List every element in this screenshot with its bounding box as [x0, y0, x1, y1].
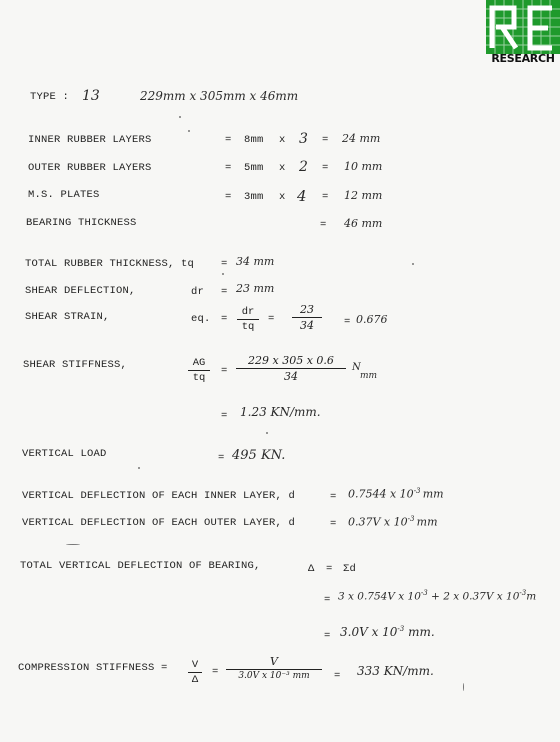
vd-inner-eq: = [330, 491, 337, 503]
total-vd-line2-b: + 2 x 0.37V x 10 [427, 590, 520, 603]
scan-speck [138, 467, 140, 469]
shear-deflection-eq: = [221, 286, 228, 298]
inner-layers-x: x [279, 134, 286, 146]
vd-inner-exponent: -3 [413, 487, 421, 495]
ms-plates-size: 3mm [244, 191, 264, 203]
shear-strain-numerator: dr [237, 306, 259, 320]
scan-speck [222, 273, 224, 275]
compression-label: COMPRESSION STIFFNESS = [18, 662, 168, 674]
shear-stiffness-numerator: AG [188, 357, 210, 371]
inner-layers-label: INNER RUBBER LAYERS [28, 134, 152, 146]
ms-plates-x: x [279, 191, 286, 203]
vd-inner-unit: mm [422, 487, 444, 501]
outer-layers-size: 5mm [244, 162, 264, 174]
scan-speck [412, 263, 414, 265]
total-vd-sum: Σd [343, 563, 357, 575]
vd-outer-exponent: -3 [407, 515, 415, 523]
bearing-thickness-eq: = [320, 219, 327, 231]
inner-layers-size: 8mm [244, 134, 264, 146]
vertical-load-value: 495 KN. [232, 448, 286, 463]
research-logo [486, 0, 560, 68]
shear-strain-denominator: tq [241, 321, 255, 333]
logo-grid-icon [486, 0, 560, 54]
total-vd-line2-unit: m [526, 590, 537, 603]
shear-deflection-value: 23 mm [236, 282, 275, 295]
scan-speck [179, 116, 181, 118]
ms-plates-count: 4 [297, 187, 307, 205]
shear-stiffness-hand-denominator: 34 [284, 370, 298, 383]
scan-speck [266, 432, 268, 434]
vd-outer-value: 0.37V x 10 [348, 515, 408, 529]
scan-speck [188, 130, 190, 132]
vertical-load-label: VERTICAL LOAD [22, 448, 107, 460]
shear-deflection-label: SHEAR DEFLECTION, [25, 285, 136, 297]
shear-stiffness-result: 1.23 KN/mm. [240, 405, 321, 419]
shear-strain-eq2: = [268, 313, 275, 325]
shear-strain-result: 0.676 [356, 313, 388, 326]
total-vd-line2-eq: = [324, 594, 331, 606]
total-vd-line3-unit: mm. [404, 625, 435, 639]
shear-stiffness-unit-n: N [352, 362, 361, 373]
shear-stiffness-unit-mm: mm [360, 371, 378, 381]
outer-layers-result: 10 mm [344, 160, 383, 173]
inner-layers-eq: = [225, 134, 232, 146]
outer-layers-eq: = [225, 162, 232, 174]
shear-strain-hand-numerator: 23 [292, 303, 322, 318]
compression-eq: = [212, 666, 219, 678]
total-rubber-label: TOTAL RUBBER THICKNESS, tq [25, 258, 195, 270]
outer-layers-label: OUTER RUBBER LAYERS [28, 162, 152, 174]
total-vd-eq: = [326, 563, 333, 575]
shear-stiffness-fraction [188, 357, 210, 384]
total-vd-symbol: Δ [308, 563, 315, 575]
ms-plates-eq2: = [322, 191, 329, 203]
logo-text: RESEARCH [491, 52, 555, 65]
shear-strain-eq3: = [344, 316, 351, 328]
type-number: 13 [82, 88, 100, 104]
shear-strain-symbol: eq. [191, 313, 211, 325]
vd-outer-eq: = [330, 518, 337, 530]
shear-strain-fraction [237, 306, 259, 333]
shear-stiffness-label: SHEAR STIFFNESS, [23, 359, 128, 371]
compression-hand-denominator: 3.0V x 10⁻³ mm [238, 671, 310, 681]
type-label: TYPE : [30, 91, 70, 103]
outer-layers-x: x [279, 162, 286, 174]
shear-stiffness-eq: = [221, 365, 228, 377]
compression-result: 333 KN/mm. [357, 664, 434, 678]
compression-fraction [188, 659, 202, 686]
shear-stiffness-denominator: tq [192, 372, 206, 384]
shear-strain-eq: = [221, 313, 228, 325]
total-vd-line2-exp: -3 [420, 589, 428, 597]
total-vd-line3 [340, 625, 435, 639]
ms-plates-result: 12 mm [344, 189, 383, 202]
shear-stiffness-eq2: = [221, 410, 228, 422]
vd-outer-label: VERTICAL DEFLECTION OF EACH OUTER LAYER, d [22, 517, 296, 529]
scan-mark [66, 544, 80, 545]
bearing-thickness-result: 46 mm [344, 217, 383, 230]
shear-stiffness-hand-numerator: 229 x 305 x 0.6 [236, 354, 346, 369]
total-vd-line3-exp: -3 [397, 625, 405, 633]
inner-layers-eq2: = [322, 134, 329, 146]
ms-plates-eq: = [225, 191, 232, 203]
total-vd-label: TOTAL VERTICAL DEFLECTION OF BEARING, [20, 560, 261, 572]
compression-numerator: V [188, 659, 202, 673]
vd-inner-value-group [348, 487, 444, 501]
ms-plates-label: M.S. PLATES [28, 189, 100, 201]
inner-layers-result: 24 mm [342, 132, 381, 145]
total-vd-line3-value: 3.0V x 10 [340, 625, 398, 639]
vd-outer-value-group [348, 515, 438, 529]
vertical-load-eq: = [218, 452, 225, 464]
compression-eq2: = [334, 670, 341, 682]
outer-layers-eq2: = [322, 162, 329, 174]
total-vd-line2-exp2: -3 [519, 589, 527, 597]
shear-stiffness-hand-fraction [236, 354, 346, 383]
compression-hand-fraction [226, 655, 322, 681]
compression-denominator: Δ [191, 674, 199, 686]
shear-deflection-symbol: dr [191, 286, 205, 298]
total-vd-line2-a: 3 x 0.754V x 10 [338, 590, 421, 603]
total-vd-line3-eq: = [324, 630, 331, 642]
type-dimensions: 229mm x 305mm x 46mm [140, 89, 299, 103]
shear-strain-hand-denominator: 34 [300, 319, 314, 332]
total-rubber-value: 34 mm [236, 255, 275, 268]
compression-hand-numerator: V [226, 655, 322, 670]
bearing-thickness-label: BEARING THICKNESS [26, 217, 137, 229]
inner-layers-count: 3 [299, 131, 308, 147]
vd-inner-label: VERTICAL DEFLECTION OF EACH INNER LAYER, d [22, 490, 296, 502]
vd-outer-unit: mm [416, 515, 438, 529]
total-vd-line2 [338, 589, 536, 603]
shear-strain-hand-fraction [292, 303, 322, 332]
scan-mark [463, 683, 464, 691]
outer-layers-count: 2 [299, 159, 308, 175]
vd-inner-value: 0.7544 x 10 [348, 487, 414, 501]
shear-strain-label: SHEAR STRAIN, [25, 311, 110, 323]
total-rubber-eq: = [221, 258, 228, 270]
